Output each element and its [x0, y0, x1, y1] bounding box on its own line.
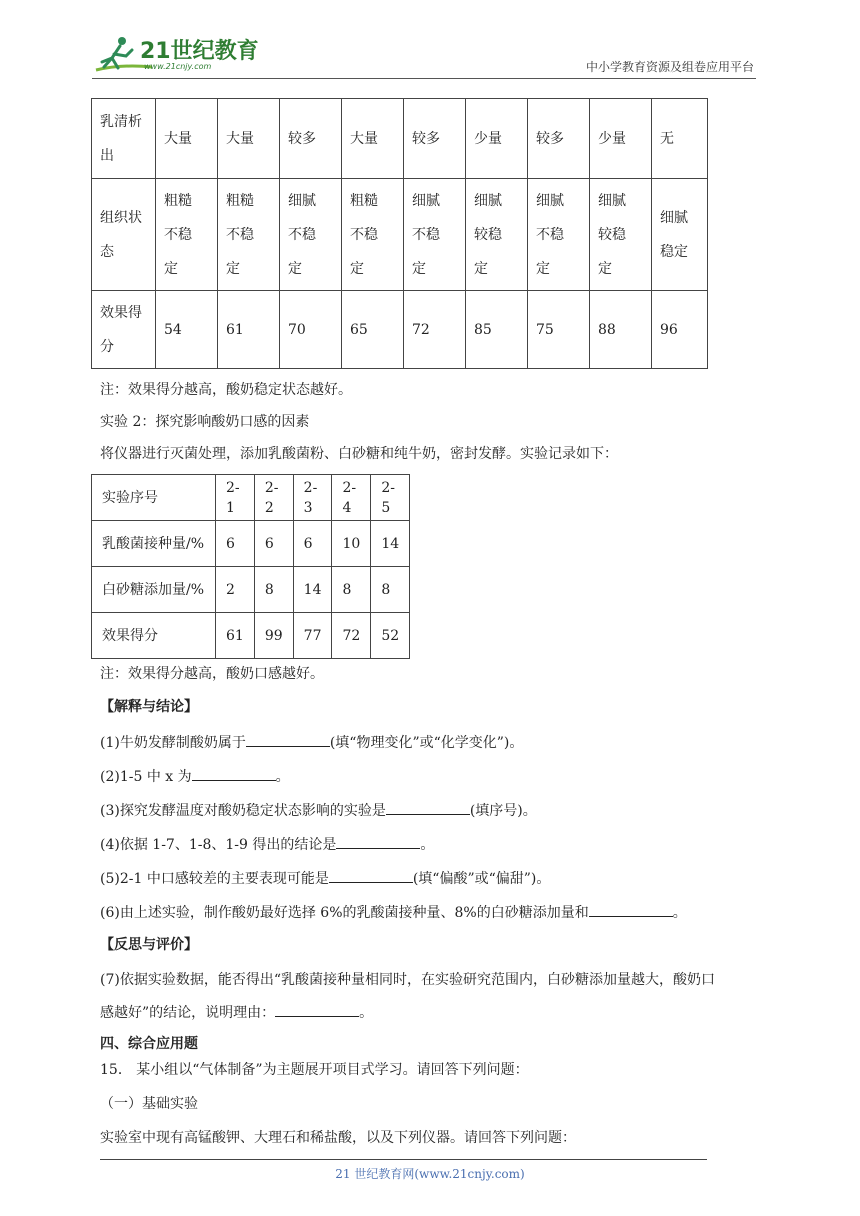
table-cell: 细腻 不稳 定 [280, 179, 342, 291]
table-cell: 2 [216, 567, 255, 613]
page-header [92, 30, 756, 79]
table-row [92, 567, 410, 613]
table-cell: 较多 [404, 99, 466, 179]
table-row [92, 613, 410, 659]
table-cell: 14 [293, 567, 332, 613]
logo [92, 34, 262, 74]
table-cell: 大量 [342, 99, 404, 179]
answer-blank[interactable] [336, 834, 420, 849]
table-cell: 54 [156, 291, 218, 369]
part-1-heading: （一）基础实验 [100, 1096, 198, 1112]
table-cell: 65 [342, 291, 404, 369]
table-cell: 14 [371, 521, 410, 567]
table-cell: 大量 [218, 99, 280, 179]
section-reflection-heading: 【反思与评价】 [100, 937, 198, 953]
question-5: (5)2-1 中口感较差的主要表现可能是 (填“偏酸”或“偏甜”)。 [100, 868, 550, 889]
table-cell: 77 [293, 613, 332, 659]
part-1-description: 实验室中现有高锰酸钾、大理石和稀盐酸，以及下列仪器。请回答下列问题： [100, 1130, 576, 1146]
table-cell: 粗糙 不稳 定 [218, 179, 280, 291]
table-cell: 2-3 [293, 475, 332, 521]
table-cell: 8 [371, 567, 410, 613]
row-label: 效果得 分 [92, 291, 156, 369]
table-cell: 88 [590, 291, 652, 369]
question-1: (1)牛奶发酵制酸奶属于 (填“物理变化”或“化学变化”)。 [100, 732, 523, 753]
question-7-line1: (7)依据实验数据，能否得出“乳酸菌接种量相同时，在实验研究范围内，白砂糖添加量越大，酸奶口 [100, 972, 715, 988]
table-cell: 96 [652, 291, 708, 369]
question-6: (6)由上述实验，制作酸奶最好选择 6%的乳酸菌接种量、8%的白砂糖添加量和 。 [100, 902, 687, 923]
runner-logo-icon [92, 34, 262, 74]
table-cell: 细腻 较稳 定 [466, 179, 528, 291]
note-taste: 注：效果得分越高，酸奶口感越好。 [100, 666, 324, 682]
question-3: (3)探究发酵温度对酸奶稳定状态影响的实验是 (填序号)。 [100, 800, 537, 821]
table-cell: 2-1 [216, 475, 255, 521]
note-stability: 注：效果得分越高，酸奶稳定状态越好。 [100, 382, 352, 398]
table-cell: 粗糙 不稳 定 [342, 179, 404, 291]
table-cell: 72 [404, 291, 466, 369]
table-cell: 99 [254, 613, 293, 659]
experiment2-description: 将仪器进行灭菌处理，添加乳酸菌粉、白砂糖和纯牛奶，密封发酵。实验记录如下： [100, 446, 618, 462]
table-cell: 细腻 稳定 [652, 179, 708, 291]
table-cell: 2-2 [254, 475, 293, 521]
svg-text:www.21cnjy.com: www.21cnjy.com [144, 62, 212, 71]
table-cell: 少量 [466, 99, 528, 179]
answer-blank[interactable] [329, 868, 413, 883]
experiment2-table [91, 474, 410, 659]
table-cell: 较多 [528, 99, 590, 179]
table-cell: 2-5 [371, 475, 410, 521]
table-cell: 细腻 不稳 定 [404, 179, 466, 291]
experiment1-table [91, 98, 708, 369]
table-cell: 10 [332, 521, 371, 567]
table-cell: 6 [254, 521, 293, 567]
table-cell: 6 [293, 521, 332, 567]
table-row [92, 179, 708, 291]
section-explanation-heading: 【解释与结论】 [100, 699, 198, 715]
question-15: 15． 某小组以“气体制备”为主题展开项目式学习。请回答下列问题： [100, 1062, 529, 1078]
table-cell: 大量 [156, 99, 218, 179]
table-cell: 61 [218, 291, 280, 369]
table-row [92, 99, 708, 179]
table-row [92, 291, 708, 369]
question-2: (2)1-5 中 x 为 。 [100, 766, 290, 787]
table-cell: 细腻 较稳 定 [590, 179, 652, 291]
page-footer: 21 世纪教育网(www.21cnjy.com) [335, 1167, 525, 1181]
footer-divider [100, 1159, 707, 1160]
table-cell: 粗糙 不稳 定 [156, 179, 218, 291]
row-label: 乳清析 出 [92, 99, 156, 179]
section-4-heading: 四、综合应用题 [100, 1036, 198, 1052]
row-label: 实验序号 [92, 475, 216, 521]
answer-blank[interactable] [246, 732, 330, 747]
row-label: 效果得分 [92, 613, 216, 659]
answer-blank[interactable] [192, 766, 276, 781]
experiment2-title: 实验 2：探究影响酸奶口感的因素 [100, 414, 310, 430]
table-cell: 8 [332, 567, 371, 613]
row-label: 乳酸菌接种量/% [92, 521, 216, 567]
answer-blank[interactable] [589, 902, 673, 917]
table-cell: 较多 [280, 99, 342, 179]
table-cell: 细腻 不稳 定 [528, 179, 590, 291]
table-row [92, 521, 410, 567]
row-label: 白砂糖添加量/% [92, 567, 216, 613]
table-cell: 少量 [590, 99, 652, 179]
table-cell: 70 [280, 291, 342, 369]
table-cell: 85 [466, 291, 528, 369]
platform-name: 中小学教育资源及组卷应用平台 [585, 60, 754, 74]
table-cell: 75 [528, 291, 590, 369]
question-7-line2: 感越好”的结论，说明理由： 。 [100, 1002, 373, 1023]
table-cell: 无 [652, 99, 708, 179]
answer-blank[interactable] [386, 800, 470, 815]
table-cell: 61 [216, 613, 255, 659]
table-cell: 52 [371, 613, 410, 659]
table-cell: 8 [254, 567, 293, 613]
table-cell: 72 [332, 613, 371, 659]
question-4: (4)依据 1-7、1-8、1-9 得出的结论是 。 [100, 834, 434, 855]
table-cell: 2-4 [332, 475, 371, 521]
table-row [92, 475, 410, 521]
answer-blank[interactable] [275, 1002, 359, 1017]
row-label: 组织状 态 [92, 179, 156, 291]
svg-text:21世纪教育: 21世纪教育 [140, 39, 259, 64]
table-cell: 6 [216, 521, 255, 567]
